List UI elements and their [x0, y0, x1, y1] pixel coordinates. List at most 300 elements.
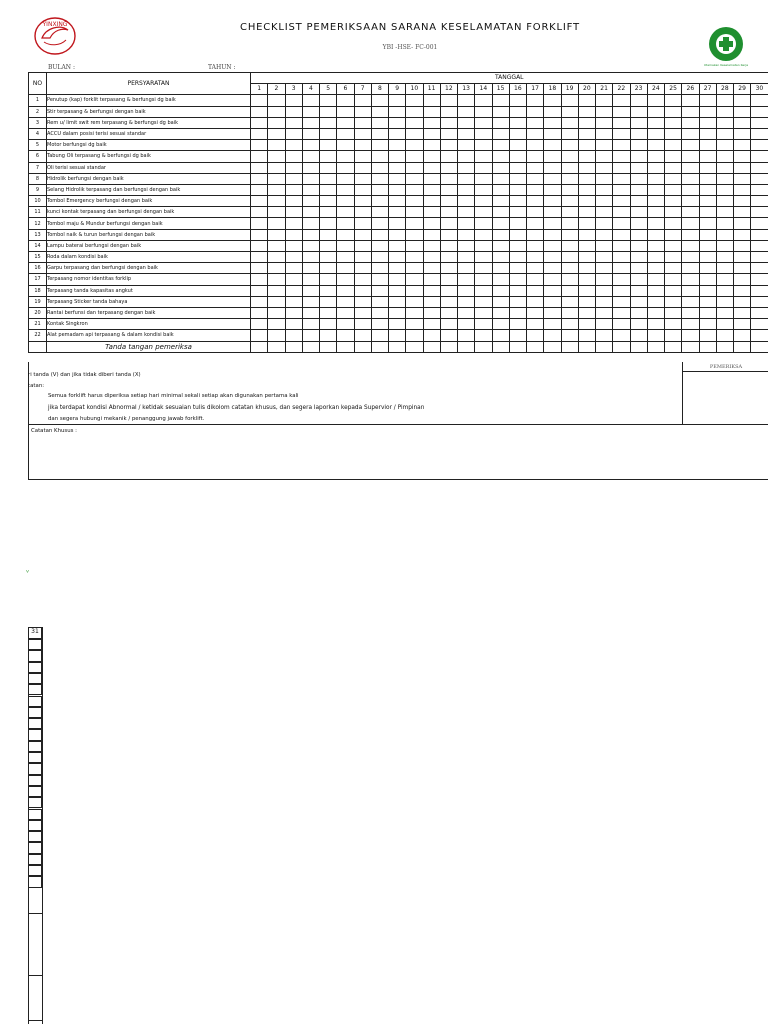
- signature-cell[interactable]: [682, 341, 699, 352]
- check-cell[interactable]: [302, 285, 319, 296]
- check-cell[interactable]: [544, 263, 561, 274]
- signature-cell[interactable]: [320, 341, 337, 352]
- check-cell[interactable]: [389, 95, 406, 106]
- check-cell[interactable]: [492, 207, 509, 218]
- check-cell[interactable]: [406, 196, 423, 207]
- check-cell[interactable]: [492, 140, 509, 151]
- check-cell[interactable]: [596, 117, 613, 128]
- check-cell[interactable]: [665, 151, 682, 162]
- check-cell[interactable]: [596, 274, 613, 285]
- check-cell[interactable]: [682, 162, 699, 173]
- check-cell[interactable]: [440, 307, 457, 318]
- check-cell[interactable]: [613, 330, 630, 341]
- check-cell[interactable]: [751, 252, 768, 263]
- check-cell[interactable]: [630, 229, 647, 240]
- check-cell[interactable]: [665, 196, 682, 207]
- check-cell[interactable]: [440, 151, 457, 162]
- check-cell[interactable]: [561, 106, 578, 117]
- check-cell[interactable]: [596, 128, 613, 139]
- check-cell[interactable]: [734, 162, 751, 173]
- check-cell[interactable]: [354, 184, 371, 195]
- day-31-cell[interactable]: [28, 752, 42, 763]
- check-cell[interactable]: [734, 207, 751, 218]
- check-cell[interactable]: [251, 296, 268, 307]
- check-cell[interactable]: [716, 140, 733, 151]
- check-cell[interactable]: [734, 330, 751, 341]
- check-cell[interactable]: [751, 263, 768, 274]
- check-cell[interactable]: [423, 162, 440, 173]
- check-cell[interactable]: [320, 296, 337, 307]
- check-cell[interactable]: [596, 151, 613, 162]
- check-cell[interactable]: [630, 307, 647, 318]
- check-cell[interactable]: [527, 95, 544, 106]
- check-cell[interactable]: [509, 274, 526, 285]
- check-cell[interactable]: [389, 106, 406, 117]
- check-cell[interactable]: [716, 296, 733, 307]
- check-cell[interactable]: [492, 274, 509, 285]
- signature-cell[interactable]: [647, 341, 664, 352]
- signature-cell[interactable]: [492, 341, 509, 352]
- check-cell[interactable]: [509, 196, 526, 207]
- check-cell[interactable]: [682, 117, 699, 128]
- check-cell[interactable]: [682, 296, 699, 307]
- check-cell[interactable]: [492, 184, 509, 195]
- check-cell[interactable]: [423, 106, 440, 117]
- check-cell[interactable]: [596, 218, 613, 229]
- check-cell[interactable]: [578, 263, 595, 274]
- check-cell[interactable]: [406, 252, 423, 263]
- check-cell[interactable]: [544, 319, 561, 330]
- check-cell[interactable]: [527, 117, 544, 128]
- check-cell[interactable]: [527, 162, 544, 173]
- day-31-cell[interactable]: [28, 854, 42, 865]
- check-cell[interactable]: [406, 95, 423, 106]
- check-cell[interactable]: [440, 106, 457, 117]
- check-cell[interactable]: [751, 274, 768, 285]
- check-cell[interactable]: [665, 207, 682, 218]
- check-cell[interactable]: [492, 218, 509, 229]
- check-cell[interactable]: [337, 151, 354, 162]
- check-cell[interactable]: [613, 207, 630, 218]
- check-cell[interactable]: [389, 296, 406, 307]
- check-cell[interactable]: [371, 274, 388, 285]
- check-cell[interactable]: [440, 196, 457, 207]
- check-cell[interactable]: [475, 95, 492, 106]
- check-cell[interactable]: [389, 128, 406, 139]
- check-cell[interactable]: [647, 307, 664, 318]
- check-cell[interactable]: [630, 184, 647, 195]
- check-cell[interactable]: [302, 128, 319, 139]
- check-cell[interactable]: [613, 263, 630, 274]
- check-cell[interactable]: [354, 307, 371, 318]
- check-cell[interactable]: [492, 162, 509, 173]
- day-31-cell[interactable]: [28, 673, 42, 684]
- check-cell[interactable]: [458, 151, 475, 162]
- check-cell[interactable]: [716, 218, 733, 229]
- check-cell[interactable]: [251, 207, 268, 218]
- check-cell[interactable]: [389, 285, 406, 296]
- check-cell[interactable]: [458, 274, 475, 285]
- check-cell[interactable]: [458, 162, 475, 173]
- check-cell[interactable]: [268, 319, 285, 330]
- check-cell[interactable]: [630, 162, 647, 173]
- signature-cell[interactable]: [440, 341, 457, 352]
- check-cell[interactable]: [302, 330, 319, 341]
- check-cell[interactable]: [302, 117, 319, 128]
- check-cell[interactable]: [251, 184, 268, 195]
- check-cell[interactable]: [544, 307, 561, 318]
- check-cell[interactable]: [751, 184, 768, 195]
- check-cell[interactable]: [647, 106, 664, 117]
- check-cell[interactable]: [251, 285, 268, 296]
- check-cell[interactable]: [371, 319, 388, 330]
- check-cell[interactable]: [302, 173, 319, 184]
- check-cell[interactable]: [406, 330, 423, 341]
- check-cell[interactable]: [544, 151, 561, 162]
- check-cell[interactable]: [371, 117, 388, 128]
- check-cell[interactable]: [682, 285, 699, 296]
- check-cell[interactable]: [509, 263, 526, 274]
- day-31-cell[interactable]: [28, 786, 42, 797]
- signature-cell[interactable]: [475, 341, 492, 352]
- check-cell[interactable]: [647, 151, 664, 162]
- check-cell[interactable]: [492, 128, 509, 139]
- check-cell[interactable]: [354, 173, 371, 184]
- check-cell[interactable]: [492, 151, 509, 162]
- check-cell[interactable]: [337, 229, 354, 240]
- check-cell[interactable]: [630, 274, 647, 285]
- check-cell[interactable]: [647, 263, 664, 274]
- check-cell[interactable]: [406, 307, 423, 318]
- check-cell[interactable]: [596, 263, 613, 274]
- check-cell[interactable]: [596, 95, 613, 106]
- check-cell[interactable]: [458, 128, 475, 139]
- check-cell[interactable]: [268, 307, 285, 318]
- check-cell[interactable]: [630, 252, 647, 263]
- check-cell[interactable]: [699, 173, 716, 184]
- check-cell[interactable]: [389, 184, 406, 195]
- check-cell[interactable]: [734, 106, 751, 117]
- check-cell[interactable]: [561, 173, 578, 184]
- check-cell[interactable]: [492, 330, 509, 341]
- check-cell[interactable]: [423, 330, 440, 341]
- check-cell[interactable]: [423, 285, 440, 296]
- check-cell[interactable]: [578, 95, 595, 106]
- check-cell[interactable]: [699, 117, 716, 128]
- check-cell[interactable]: [458, 218, 475, 229]
- check-cell[interactable]: [320, 128, 337, 139]
- signature-cell[interactable]: [578, 341, 595, 352]
- check-cell[interactable]: [734, 151, 751, 162]
- check-cell[interactable]: [337, 263, 354, 274]
- check-cell[interactable]: [527, 218, 544, 229]
- signature-cell[interactable]: [665, 341, 682, 352]
- check-cell[interactable]: [285, 162, 302, 173]
- check-cell[interactable]: [458, 106, 475, 117]
- check-cell[interactable]: [371, 128, 388, 139]
- day-31-cell[interactable]: [28, 842, 42, 853]
- check-cell[interactable]: [527, 229, 544, 240]
- check-cell[interactable]: [699, 330, 716, 341]
- check-cell[interactable]: [337, 196, 354, 207]
- check-cell[interactable]: [268, 95, 285, 106]
- check-cell[interactable]: [544, 196, 561, 207]
- check-cell[interactable]: [596, 207, 613, 218]
- check-cell[interactable]: [699, 106, 716, 117]
- check-cell[interactable]: [440, 218, 457, 229]
- check-cell[interactable]: [647, 117, 664, 128]
- check-cell[interactable]: [509, 285, 526, 296]
- check-cell[interactable]: [699, 162, 716, 173]
- check-cell[interactable]: [509, 106, 526, 117]
- check-cell[interactable]: [613, 218, 630, 229]
- check-cell[interactable]: [527, 207, 544, 218]
- check-cell[interactable]: [647, 296, 664, 307]
- check-cell[interactable]: [320, 252, 337, 263]
- check-cell[interactable]: [354, 285, 371, 296]
- check-cell[interactable]: [475, 330, 492, 341]
- check-cell[interactable]: [561, 196, 578, 207]
- check-cell[interactable]: [475, 140, 492, 151]
- check-cell[interactable]: [337, 218, 354, 229]
- check-cell[interactable]: [647, 252, 664, 263]
- check-cell[interactable]: [596, 319, 613, 330]
- check-cell[interactable]: [406, 296, 423, 307]
- check-cell[interactable]: [527, 274, 544, 285]
- check-cell[interactable]: [561, 218, 578, 229]
- check-cell[interactable]: [371, 173, 388, 184]
- check-cell[interactable]: [389, 117, 406, 128]
- check-cell[interactable]: [596, 285, 613, 296]
- check-cell[interactable]: [665, 330, 682, 341]
- check-cell[interactable]: [440, 285, 457, 296]
- check-cell[interactable]: [458, 196, 475, 207]
- signature-cell[interactable]: [337, 341, 354, 352]
- check-cell[interactable]: [337, 274, 354, 285]
- check-cell[interactable]: [320, 285, 337, 296]
- check-cell[interactable]: [613, 240, 630, 251]
- check-cell[interactable]: [406, 106, 423, 117]
- check-cell[interactable]: [354, 252, 371, 263]
- signature-cell[interactable]: [389, 341, 406, 352]
- check-cell[interactable]: [458, 263, 475, 274]
- check-cell[interactable]: [613, 307, 630, 318]
- check-cell[interactable]: [630, 128, 647, 139]
- day-31-cell[interactable]: [28, 775, 42, 786]
- check-cell[interactable]: [337, 117, 354, 128]
- check-cell[interactable]: [492, 106, 509, 117]
- check-cell[interactable]: [578, 117, 595, 128]
- check-cell[interactable]: [492, 319, 509, 330]
- check-cell[interactable]: [475, 218, 492, 229]
- day-31-cell[interactable]: [28, 820, 42, 831]
- check-cell[interactable]: [475, 319, 492, 330]
- check-cell[interactable]: [251, 274, 268, 285]
- day-31-cell[interactable]: [28, 763, 42, 774]
- check-cell[interactable]: [475, 263, 492, 274]
- check-cell[interactable]: [440, 207, 457, 218]
- check-cell[interactable]: [371, 218, 388, 229]
- check-cell[interactable]: [268, 296, 285, 307]
- check-cell[interactable]: [406, 140, 423, 151]
- check-cell[interactable]: [716, 106, 733, 117]
- check-cell[interactable]: [613, 117, 630, 128]
- check-cell[interactable]: [665, 285, 682, 296]
- check-cell[interactable]: [682, 229, 699, 240]
- check-cell[interactable]: [561, 307, 578, 318]
- check-cell[interactable]: [647, 229, 664, 240]
- check-cell[interactable]: [699, 240, 716, 251]
- check-cell[interactable]: [699, 274, 716, 285]
- check-cell[interactable]: [716, 151, 733, 162]
- check-cell[interactable]: [699, 229, 716, 240]
- check-cell[interactable]: [613, 184, 630, 195]
- check-cell[interactable]: [406, 207, 423, 218]
- check-cell[interactable]: [371, 140, 388, 151]
- check-cell[interactable]: [268, 117, 285, 128]
- check-cell[interactable]: [716, 285, 733, 296]
- check-cell[interactable]: [665, 184, 682, 195]
- check-cell[interactable]: [544, 128, 561, 139]
- check-cell[interactable]: [561, 263, 578, 274]
- check-cell[interactable]: [458, 252, 475, 263]
- check-cell[interactable]: [561, 296, 578, 307]
- check-cell[interactable]: [371, 252, 388, 263]
- check-cell[interactable]: [492, 117, 509, 128]
- check-cell[interactable]: [475, 162, 492, 173]
- check-cell[interactable]: [371, 285, 388, 296]
- check-cell[interactable]: [406, 218, 423, 229]
- check-cell[interactable]: [475, 240, 492, 251]
- check-cell[interactable]: [354, 95, 371, 106]
- check-cell[interactable]: [699, 263, 716, 274]
- check-cell[interactable]: [544, 218, 561, 229]
- check-cell[interactable]: [302, 307, 319, 318]
- check-cell[interactable]: [734, 252, 751, 263]
- check-cell[interactable]: [665, 274, 682, 285]
- check-cell[interactable]: [509, 184, 526, 195]
- check-cell[interactable]: [596, 307, 613, 318]
- check-cell[interactable]: [716, 229, 733, 240]
- check-cell[interactable]: [389, 307, 406, 318]
- check-cell[interactable]: [285, 95, 302, 106]
- check-cell[interactable]: [492, 229, 509, 240]
- check-cell[interactable]: [389, 140, 406, 151]
- check-cell[interactable]: [371, 307, 388, 318]
- check-cell[interactable]: [354, 128, 371, 139]
- check-cell[interactable]: [596, 196, 613, 207]
- check-cell[interactable]: [751, 151, 768, 162]
- check-cell[interactable]: [613, 296, 630, 307]
- check-cell[interactable]: [613, 95, 630, 106]
- check-cell[interactable]: [734, 218, 751, 229]
- check-cell[interactable]: [406, 173, 423, 184]
- check-cell[interactable]: [596, 140, 613, 151]
- check-cell[interactable]: [596, 162, 613, 173]
- check-cell[interactable]: [251, 173, 268, 184]
- signature-cell[interactable]: [734, 341, 751, 352]
- check-cell[interactable]: [320, 106, 337, 117]
- check-cell[interactable]: [406, 162, 423, 173]
- check-cell[interactable]: [285, 196, 302, 207]
- check-cell[interactable]: [734, 296, 751, 307]
- check-cell[interactable]: [682, 274, 699, 285]
- check-cell[interactable]: [751, 330, 768, 341]
- check-cell[interactable]: [320, 229, 337, 240]
- check-cell[interactable]: [578, 285, 595, 296]
- signature-cell[interactable]: [716, 341, 733, 352]
- check-cell[interactable]: [458, 307, 475, 318]
- check-cell[interactable]: [475, 117, 492, 128]
- check-cell[interactable]: [320, 274, 337, 285]
- check-cell[interactable]: [527, 330, 544, 341]
- check-cell[interactable]: [734, 117, 751, 128]
- check-cell[interactable]: [596, 240, 613, 251]
- signature-cell[interactable]: [406, 341, 423, 352]
- check-cell[interactable]: [734, 307, 751, 318]
- check-cell[interactable]: [389, 207, 406, 218]
- check-cell[interactable]: [440, 263, 457, 274]
- check-cell[interactable]: [371, 263, 388, 274]
- check-cell[interactable]: [285, 296, 302, 307]
- check-cell[interactable]: [734, 285, 751, 296]
- check-cell[interactable]: [320, 319, 337, 330]
- check-cell[interactable]: [682, 319, 699, 330]
- check-cell[interactable]: [578, 151, 595, 162]
- check-cell[interactable]: [423, 173, 440, 184]
- check-cell[interactable]: [734, 95, 751, 106]
- check-cell[interactable]: [647, 207, 664, 218]
- check-cell[interactable]: [302, 319, 319, 330]
- check-cell[interactable]: [509, 173, 526, 184]
- check-cell[interactable]: [509, 151, 526, 162]
- check-cell[interactable]: [440, 140, 457, 151]
- check-cell[interactable]: [734, 263, 751, 274]
- check-cell[interactable]: [440, 330, 457, 341]
- check-cell[interactable]: [458, 117, 475, 128]
- check-cell[interactable]: [371, 106, 388, 117]
- check-cell[interactable]: [458, 330, 475, 341]
- day-31-cell[interactable]: [28, 876, 42, 887]
- check-cell[interactable]: [302, 106, 319, 117]
- check-cell[interactable]: [682, 330, 699, 341]
- check-cell[interactable]: [751, 196, 768, 207]
- check-cell[interactable]: [647, 140, 664, 151]
- check-cell[interactable]: [578, 296, 595, 307]
- check-cell[interactable]: [492, 252, 509, 263]
- check-cell[interactable]: [302, 162, 319, 173]
- check-cell[interactable]: [682, 263, 699, 274]
- check-cell[interactable]: [665, 106, 682, 117]
- check-cell[interactable]: [613, 252, 630, 263]
- check-cell[interactable]: [337, 140, 354, 151]
- check-cell[interactable]: [578, 240, 595, 251]
- check-cell[interactable]: [716, 117, 733, 128]
- check-cell[interactable]: [354, 240, 371, 251]
- check-cell[interactable]: [544, 330, 561, 341]
- check-cell[interactable]: [458, 95, 475, 106]
- check-cell[interactable]: [285, 285, 302, 296]
- check-cell[interactable]: [268, 263, 285, 274]
- check-cell[interactable]: [751, 117, 768, 128]
- check-cell[interactable]: [320, 330, 337, 341]
- signature-cell[interactable]: [596, 341, 613, 352]
- check-cell[interactable]: [716, 330, 733, 341]
- check-cell[interactable]: [527, 285, 544, 296]
- check-cell[interactable]: [509, 296, 526, 307]
- check-cell[interactable]: [544, 140, 561, 151]
- check-cell[interactable]: [561, 184, 578, 195]
